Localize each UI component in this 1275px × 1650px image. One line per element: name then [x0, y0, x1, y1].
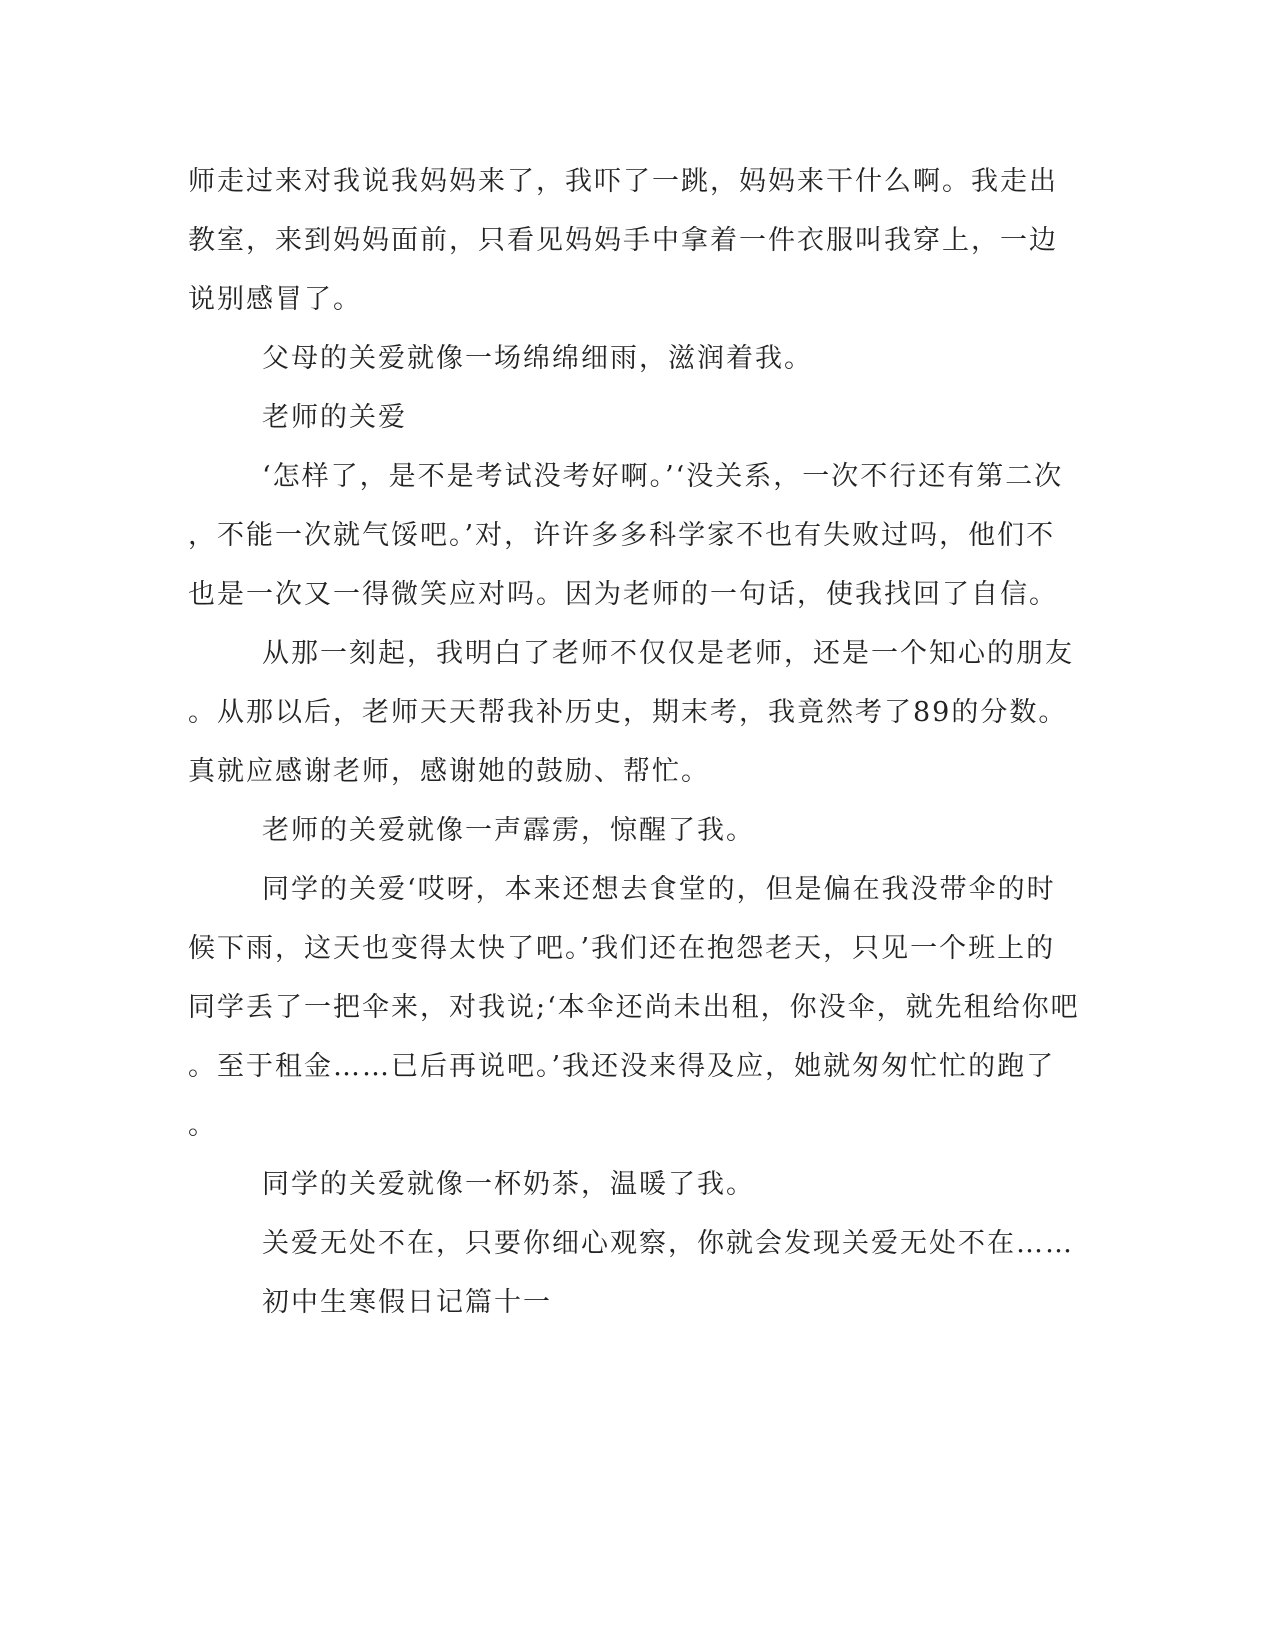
- text-line: 。: [188, 1110, 217, 1141]
- text-line: 同学的关爱就像一杯奶茶，温暖了我。: [262, 1169, 755, 1200]
- text-line: 候下雨，这天也变得太快了吧。’我们还在抱怨老天，只见一个班上的: [188, 933, 1056, 964]
- text-line: 同学的关爱‘哎呀，本来还想去食堂的，但是偏在我没带伞的时: [262, 874, 1056, 905]
- text-line: 。从那以后，老师天天帮我补历史，期末考，我竟然考了89的分数。: [188, 697, 1068, 728]
- text-line: 老师的关爱就像一声霹雳，惊醒了我。: [262, 815, 755, 846]
- text-line: 。至于租金……已后再说吧。’我还没来得及应，她就匆匆忙忙的跑了: [188, 1051, 1056, 1082]
- text-line: ，不能一次就气馁吧。’对，许许多多科学家不也有失败过吗，他们不: [188, 520, 1056, 551]
- section-heading: 老师的关爱: [262, 402, 407, 433]
- text-line: 也是一次又一得微笑应对吗。因为老师的一句话，使我找回了自信。: [188, 579, 1058, 610]
- text-line: 关爱无处不在，只要你细心观察，你就会发现关爱无处不在……: [262, 1228, 1074, 1259]
- text-line: 说别感冒了。: [188, 284, 362, 315]
- text-line: 教室，来到妈妈面前，只看见妈妈手中拿着一件衣服叫我穿上，一边: [188, 225, 1058, 256]
- section-heading: 初中生寒假日记篇十一: [262, 1287, 552, 1318]
- text-line: 真就应感谢老师，感谢她的鼓励、帮忙。: [188, 756, 710, 787]
- text-line: ‘怎样了，是不是考试没考好啊。’‘没关系，一次不行还有第二次: [262, 461, 1064, 492]
- text-line: 从那一刻起，我明白了老师不仅仅是老师，还是一个知心的朋友: [262, 638, 1074, 669]
- text-line: 父母的关爱就像一场绵绵细雨，滋润着我。: [262, 343, 813, 374]
- text-line: 师走过来对我说我妈妈来了，我吓了一跳，妈妈来干什么啊。我走出: [188, 166, 1058, 197]
- text-line: 同学丢了一把伞来，对我说;‘本伞还尚未出租，你没伞，就先租给你吧: [188, 992, 1080, 1023]
